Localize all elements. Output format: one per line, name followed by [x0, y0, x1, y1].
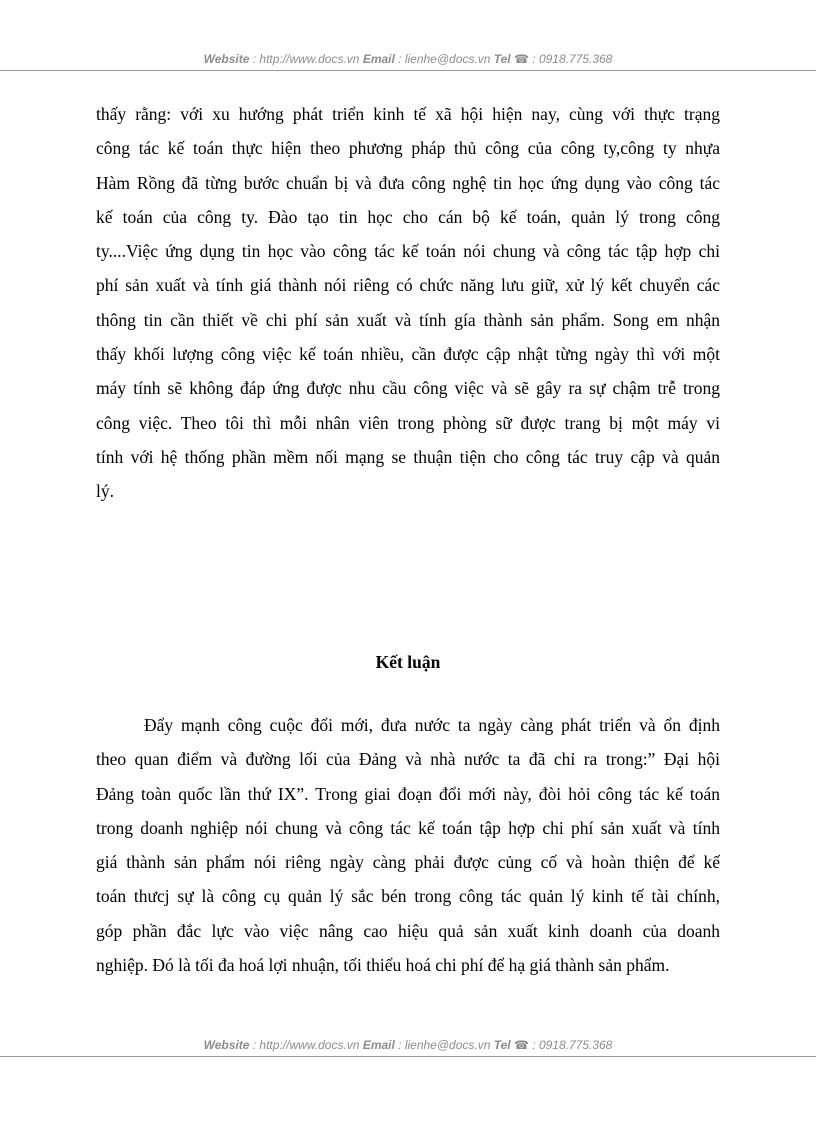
section-heading: Kết luận [375, 652, 441, 672]
phone-icon: ☎ [513, 52, 529, 66]
paragraph-line: công việc. Theo tôi thì mỗi nhân viên trong phòng sữ được trang bị một máy vi [96, 412, 720, 433]
paragraph-line: máy tính sẽ không đáp ứng được nhu cầu công việc và sẽ gây ra sự chậm trễ trong [96, 378, 720, 399]
footer-email-label: Email [362, 1038, 395, 1052]
paragraph-line: trong doanh nghiệp nói chung và công tác kế toán tập hợp chi phí sản xuất và tính [96, 817, 720, 838]
paragraph-line: Hàm Rồng đã từng bước chuẩn bị và đưa công nghệ tin học ứng dụng vào công tác [96, 172, 720, 193]
footer-email-link[interactable]: : lienhe@docs.vn [394, 1038, 494, 1052]
paragraph-line: Đảng toàn quốc lần thứ IX”. Trong giai đoạn đổi mới này, đòi hỏi công tác kế toán [96, 783, 720, 804]
footer-tel-label: Tel [493, 1038, 511, 1052]
paragraph-line: thấy rằng: với xu hướng phát triển kinh tế xã hội hiện nay, cùng với thực trạng [96, 104, 720, 124]
paragraph-line: thấy khối lượng công việc kế toán nhiều, cần được cập nhật từng ngày thì với một [96, 344, 720, 365]
phone-icon: ☎ [513, 1038, 529, 1052]
paragraph-line: tính với hệ thống phần mềm nối mạng se thuận tiện cho công tác truy cập và quản [96, 446, 720, 467]
paragraph-1 [96, 97, 720, 509]
header-email-link[interactable]: : lienhe@docs.vn [394, 52, 494, 66]
header-email-label: Email [362, 52, 395, 66]
paragraph-line: lý. [96, 481, 114, 502]
page-header [0, 51, 816, 67]
paragraph-2 [96, 708, 720, 982]
header-website-link[interactable]: : http://www.docs.vn [249, 52, 363, 66]
header-website-label: Website [203, 52, 250, 66]
header-tel-value: : 0918.775.368 [528, 52, 613, 66]
header-divider [0, 70, 816, 71]
header-tel-label: Tel [493, 52, 511, 66]
paragraph-line: thông tin cần thiết về chi phí sản xuất và tính gía thành sản phẩm. Song em nhận [96, 309, 720, 330]
footer-website-label: Website [203, 1038, 250, 1052]
paragraph-line: công tác kế toán thực hiện theo phương pháp thủ công của công ty,công ty nhựa [96, 138, 720, 159]
paragraph-line: nghiệp. Đó là tối đa hoá lợi nhuận, tối thiểu hoá chi phí để hạ giá thành sản phẩm. [96, 955, 670, 976]
paragraph-line: góp phần đắc lực vào việc nâng cao hiệu quả sản xuất kinh doanh của doanh [96, 920, 720, 941]
page-footer [0, 1037, 816, 1053]
paragraph-line: giá thành sản phẩm nói riêng ngày càng phải được củng cố và hoàn thiện để kế [96, 852, 720, 873]
footer-divider [0, 1056, 816, 1057]
paragraph-line: theo quan điểm và đường lối của Đảng và nhà nước ta đã chỉ ra trong:” Đại hội [96, 749, 720, 770]
paragraph-line: ty....Việc ứng dụng tin học vào công tác kế toán nói chung và công tác tập hợp chi [96, 241, 720, 262]
paragraph-line: kế toán của công ty. Đào tạo tin học cho cán bộ kế toán, quản lý trong công [96, 206, 720, 227]
paragraph-line: phí sản xuất và tính giá thành nói riêng có chức năng lưu giữ, xử lý kết chuyển các [96, 275, 720, 296]
paragraph-line: Đẩy mạnh công cuộc đổi mới, đưa nước ta ngày càng phát triển và ổn định [144, 715, 720, 735]
footer-website-link[interactable]: : http://www.docs.vn [249, 1038, 363, 1052]
paragraph-line: toán thưcj sự là công cụ quản lý sắc bén trong công tác quản lý kinh tế tài chính, [96, 886, 720, 907]
footer-tel-value: : 0918.775.368 [528, 1038, 613, 1052]
